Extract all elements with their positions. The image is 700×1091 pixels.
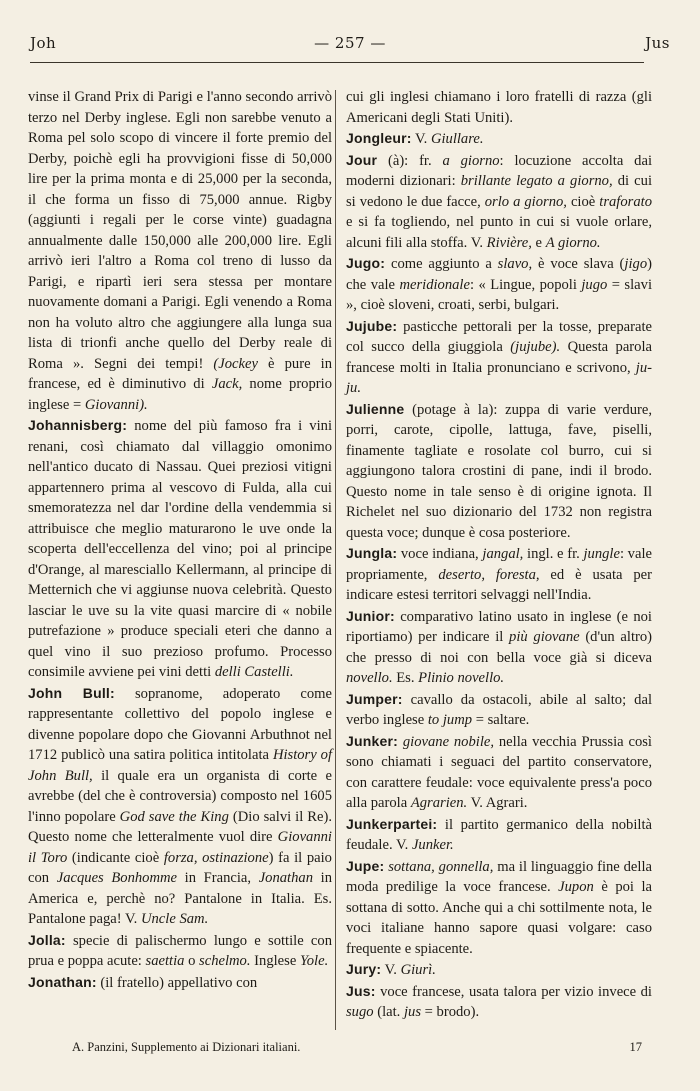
- entry-jolla: [28, 930, 332, 972]
- italic-term: to jump: [427, 712, 473, 728]
- text-run: Es.: [392, 670, 419, 686]
- headword: Jongleur:: [346, 130, 412, 146]
- italic-term: orlo a giorno,: [484, 193, 567, 210]
- text-run: : locuzione accolta dai moderni dizionari:: [346, 152, 652, 189]
- entry-johannisberg: [28, 415, 332, 683]
- text-run: specie di palischermo lungo e sottile con prua e poppa acute:: [28, 932, 332, 969]
- text-run: è pure in francese, ed è diminutivo di: [28, 355, 332, 392]
- text-run: ingl. e fr.: [523, 546, 584, 562]
- italic-term: Giovanni il Toro: [28, 829, 332, 866]
- italic-term: (jujube).: [510, 339, 561, 355]
- text-run: comparativo latino usato in inglese (e noi riportiamo) per indicare il: [346, 608, 652, 645]
- italic-term: Giovanni).: [84, 396, 148, 413]
- italic-term: History of John Bull,: [28, 747, 333, 784]
- italic-term: Yole.: [299, 953, 329, 969]
- italic-term: a giorno: [442, 152, 500, 169]
- text-run: (d'un altro) che presso di noi con bella voce già si diceva: [346, 629, 653, 666]
- text-run: (lat.: [373, 1004, 404, 1020]
- entry-jungla: [346, 543, 652, 606]
- italic-term: meridionale: [399, 276, 470, 293]
- italic-term: Jack,: [211, 376, 243, 392]
- italic-term: Jacques Bonhomme: [56, 870, 178, 886]
- headword: Jumper:: [346, 690, 403, 707]
- text-run: : « Lingue, popoli: [469, 276, 582, 293]
- text-run: = slavi », cioè sloveni, croati, serbi, bulgari.: [346, 276, 653, 313]
- italic-term: Agrarien.: [410, 795, 468, 811]
- headword: Jonathan:: [28, 973, 97, 990]
- text-run: V.: [411, 131, 431, 147]
- text-run: nome proprio inglese =: [28, 376, 332, 413]
- text-run: e si fa togliendo, nel punto in cui si vuole orlare, alcuni fili alla stoffa. V.: [346, 214, 652, 251]
- text-run: (Dio salvi il Re). Questo nome che letteralmente vuol dire: [28, 808, 332, 845]
- footer-signature: 17: [629, 1040, 642, 1054]
- entry-jour: [346, 150, 652, 254]
- text-run: in Francia,: [177, 870, 259, 886]
- italic-term: Giullare.: [430, 131, 484, 147]
- text-run: nella vecchia Prussia così sono chiamati i seguaci del partito conservatore, con carattere feudale: voce equivalente press'a poco alla parola: [346, 733, 652, 811]
- text-run: Inglese: [250, 953, 300, 969]
- entry-jus: [346, 981, 652, 1023]
- italic-term: Rivière,: [486, 234, 532, 251]
- entry-junker: [346, 731, 652, 814]
- text-run: vinse il Grand Prix di Parigi e l'anno secondo arrivò terzo nel Derby inglese. Egli non sarebbe venuto a Roma pel solo scopo di vincere il forte premio del Derby, poichè egli ha provvigioni fisse di 50,000 lire per la prima monta e di 25,000 per la seconda, il che forma un fisso di 75,000 annue. Rigby (aggiunti i regali per le corse vinte) guadagna annualmente dalle 150,000 alle 200,000 lire. Egli arrivò ieri l'altro a Roma col treno di lusso da Parigi, e ripartì ieri sera stessa per montare nuovamente domani a Parigi. Egli venendo a Roma non ha voluto altro che aggiungere alla lunga sua lista di trionfi anche quello del Derby reale di Roma ». Segni dei tempi!: [28, 89, 332, 372]
- entry-jujube: [346, 316, 652, 399]
- italic-term: più giovane: [509, 629, 580, 645]
- entry-jumper: [346, 689, 652, 731]
- italic-term: jangal,: [482, 546, 524, 562]
- italic-term: Jonathan: [258, 870, 314, 886]
- text-run: è poi la sottana di sotto. Anche qui a chi sottilmente nota, le voci italiane hanno sapore quasi volgare: caso frequente e spiacente.: [346, 879, 652, 957]
- text-run: V.: [381, 962, 401, 978]
- headword: Junkerpartei:: [346, 815, 438, 832]
- entry-john-bull: [28, 683, 332, 930]
- italic-term: giovane nobile,: [402, 733, 495, 750]
- text-run: = brodo).: [421, 1004, 480, 1020]
- headword: Jujube:: [346, 317, 398, 334]
- entry-jonathan-continued: [346, 87, 652, 128]
- text-run: è voce slava (: [532, 256, 625, 272]
- entry-jugo: [346, 253, 652, 316]
- entry-jongleur: [346, 128, 652, 150]
- italic-term: novello.: [346, 670, 393, 686]
- text-run: (potage à la): zuppa di varie verdure, porri, carote, cipolle, lattuga, fave, piselli, finamente tagliate e rosolate col burro, cui si aggiungono talora crostini di pane, indi il brodo. Questo nome in tale senso è di origine ignota. Il Richelet nel suo dizionario del 1732 non registra questa voce; dunque è cosa posteriore.: [346, 401, 652, 541]
- running-header: [30, 34, 670, 56]
- italic-term: sottana, gonnella,: [388, 858, 494, 875]
- headword: Jugo:: [346, 255, 386, 271]
- text-run: come aggiunto a: [385, 256, 498, 272]
- footer-source: A. Panzini, Supplemento ai Dizionari italiani.: [72, 1040, 301, 1054]
- italic-term: brillante legato a giorno,: [460, 173, 613, 189]
- text-run: il quale era un organista di corte e avrebbe (del che è controversia) composto nel 1605 l'inno popolare: [28, 767, 332, 825]
- text-run: sopranome, adoperato come rappresentante collettivo del popolo inglese e divenne popolare dopo che Giovanni Arbuthnot nel 1712 publicò una satira politica intitolata: [28, 685, 333, 763]
- italic-term: Uncle Sam.: [140, 911, 209, 927]
- italic-term: traforato: [599, 193, 652, 210]
- header-left-guide-word: Joh: [30, 34, 57, 52]
- headword: John Bull:: [28, 684, 115, 701]
- headword: Jolla:: [28, 931, 66, 948]
- headword: Jupe:: [346, 857, 385, 874]
- headword: Jungla:: [346, 545, 398, 561]
- text-run: voce indiana,: [397, 546, 483, 562]
- italic-term: Plinio novello.: [418, 670, 505, 686]
- headword: Junior:: [346, 607, 395, 624]
- headword: Jus:: [346, 982, 376, 999]
- headword: Junker:: [346, 732, 398, 749]
- text-run: : vale propriamente,: [346, 546, 652, 583]
- italic-term: Jupon: [558, 879, 594, 895]
- entry-jockey-continued: [28, 87, 332, 415]
- page-footer: [72, 1040, 642, 1060]
- text-run: ma il linguaggio fine della moda predilige la voce francese.: [346, 858, 652, 895]
- text-run: Questa parola francese molti in Italia pronunciano e scrivono,: [346, 339, 652, 376]
- text-run: o: [184, 953, 200, 969]
- text-run: voce francese, usata talora per vizio invece di: [375, 983, 652, 1000]
- header-right-guide-word: Jus: [645, 34, 670, 52]
- entry-jury: [346, 959, 652, 981]
- text-run: pasticche pettorali per la tosse, preparate col succo della giuggiola: [346, 318, 652, 355]
- italic-term: God save the King: [119, 808, 229, 825]
- text-run: cioè: [566, 193, 600, 210]
- entry-jonathan: [28, 972, 332, 994]
- entry-jupe: [346, 856, 652, 960]
- italic-term: schelmo.: [199, 953, 251, 969]
- entry-junior: [346, 606, 652, 689]
- text-run: (indicante cioè: [67, 849, 164, 866]
- headword: Julienne: [346, 400, 405, 417]
- left-column: [28, 87, 332, 993]
- text-run: nome del più famoso fra i vini renani, così chiamato dal villaggio omonimo nell'antico ducato di Nassau. Quei preziosi vitigni appartennero prima al vescovo di Fulda, alla cui smemoratezza nel dar l'ordine della vendemmia si attribuisce che meglio maturarono le uve onde la scoperta dell'eccellenza del vino; poi al principe d'Orange, al maresciallo Kellermann, al principe di Metternich che vi aggiunse nuova celebrità. Questo lasciar le uve su la vite quasi marcire di « nobile putrefazione » produce speciali eteri che danno a quel vino il suo prezioso profumo. Processo consimile avviene pei vini detti: [28, 418, 332, 680]
- text-run: cui gli inglesi chiamano i loro fratelli di razza (gli Americani degli Stati Uniti).: [346, 89, 652, 126]
- text-run: ) fa il paio con: [28, 849, 332, 886]
- header-rule: [30, 62, 644, 63]
- entry-junkerpartei: [346, 814, 652, 856]
- page-number: — 257 —: [314, 34, 386, 52]
- italic-term: A giorno.: [545, 234, 601, 251]
- italic-term: Junker.: [411, 837, 454, 853]
- italic-term: (Jockey: [213, 355, 258, 372]
- right-column: [346, 87, 652, 1023]
- text-run: ) che vale: [346, 256, 652, 293]
- italic-term: jugo: [581, 276, 608, 293]
- text-run: cavallo da ostacoli, abile al salto; dal verbo inglese: [346, 691, 652, 728]
- text-run: V. Agrari.: [467, 795, 528, 811]
- column-divider: [335, 90, 336, 1030]
- headword: Jury:: [346, 961, 382, 977]
- headword: Johannisberg:: [28, 417, 128, 433]
- text-run: di cui si vedono le due facce,: [346, 173, 653, 210]
- italic-term: sugo: [346, 1004, 374, 1020]
- italic-term: deserto, foresta,: [438, 566, 540, 583]
- headword: Jour: [346, 151, 378, 168]
- text-run: in America e, perchè no? Pantalone in Italia. Es. Pantalone paga! V.: [28, 870, 332, 927]
- text-run: = saltare.: [472, 712, 530, 728]
- text-run: (il fratello) appellativo con: [96, 974, 258, 991]
- entry-julienne: [346, 399, 652, 544]
- italic-term: forza, ostinazione: [163, 849, 269, 866]
- italic-term: Giurì.: [400, 962, 436, 978]
- text-run: e: [531, 234, 546, 251]
- text-run: ed è usata per indicare estesi territori selvaggi nell'India.: [346, 566, 653, 603]
- text-run: il partito germanico della nobiltà feudale. V.: [346, 816, 652, 853]
- italic-term: jus: [403, 1004, 422, 1020]
- italic-term: jungle: [583, 546, 620, 562]
- italic-term: delli Castelli.: [214, 664, 294, 680]
- italic-term: jigo: [624, 256, 648, 272]
- italic-term: saettia: [145, 953, 185, 969]
- text-run: (à): fr.: [377, 152, 443, 169]
- italic-term: ju-ju.: [346, 359, 652, 396]
- italic-term: slavo,: [497, 256, 533, 272]
